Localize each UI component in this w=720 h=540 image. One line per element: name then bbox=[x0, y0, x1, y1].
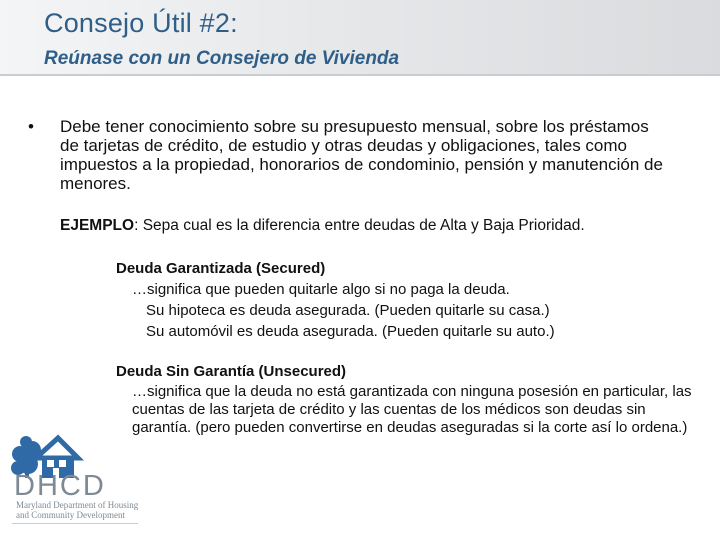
unsecured-heading: Deuda Sin Garantía (Unsecured) bbox=[116, 363, 347, 380]
secured-example-mortgage: Su hipoteca es deuda asegurada. (Pueden quitarle su casa.) bbox=[146, 302, 550, 319]
slide-subtitle: Reúnase con un Consejero de Vivienda bbox=[44, 48, 400, 69]
secured-definition: …significa que pueden quitarle algo si no paga la deuda. bbox=[132, 281, 510, 298]
title-divider bbox=[0, 74, 720, 76]
slide-title: Consejo Útil #2: bbox=[44, 8, 238, 38]
secured-example-auto: Su automóvil es deuda asegurada. (Pueden quitarle su auto.) bbox=[146, 323, 555, 340]
unsecured-definition: …significa que la deuda no está garantizada con ninguna posesión en particular, las cuentas de las tarjeta de crédito y las cuentas de los médicos son deudas sin garantía. (pero pueden convertirse en deudas aseguradas si la corte así lo ordena.) bbox=[132, 383, 692, 436]
bullet-text: Debe tener conocimiento sobre su presupuesto mensual, sobre los préstamos de tarjetas de crédito, de estudio y otras deudas y obligaciones, tales como impuestos a la propiedad, honorarios de condominio, pensión y manutención de menores. bbox=[60, 117, 663, 193]
example-line bbox=[60, 216, 710, 235]
example-text: : Sepa cual es la diferencia entre deudas de Alta y Baja Prioridad. bbox=[134, 217, 585, 234]
bullet-icon: • bbox=[28, 117, 34, 136]
secured-heading: Deuda Garantizada (Secured) bbox=[116, 260, 326, 277]
logo-agency-name: Maryland Department of Housing and Community Development bbox=[16, 500, 139, 520]
logo-divider bbox=[12, 523, 138, 524]
example-label: EJEMPLO bbox=[60, 217, 135, 234]
logo-acronym: DHCD bbox=[14, 470, 106, 502]
